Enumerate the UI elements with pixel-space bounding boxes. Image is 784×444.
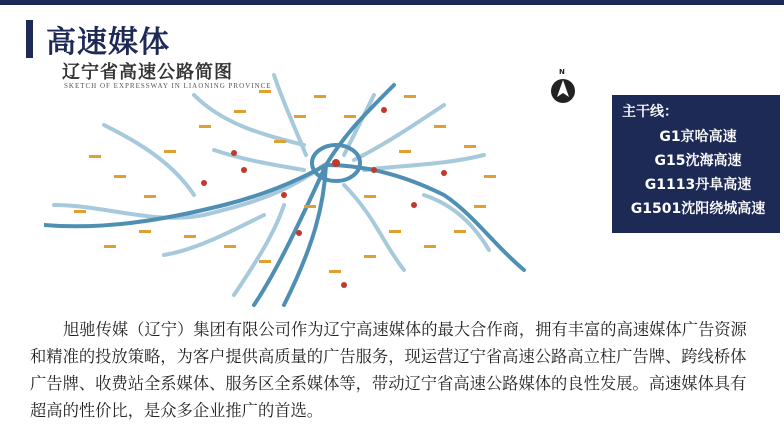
legend-item: G15沈海高速 <box>654 153 742 169</box>
legend-item: G1501沈阳绕城高速 <box>630 201 766 217</box>
page-title: 高速媒体 <box>46 25 170 60</box>
description-paragraph: 旭驰传媒（辽宁）集团有限公司作为辽宁高速媒体的最大合作商，拥有丰富的高速媒体广告资源和精准的投放策略，为客户提供高质量的广告服务，现运营辽宁省高速公路高立柱广告牌、跨线桥体广告牌、收费站全系媒体、服务区全系媒体等，带动辽宁省高速公路媒体的良性发展。高速媒体具有超高的性价比，是众多企业推广的首选。 <box>30 320 747 420</box>
legend-item: G1京哈高速 <box>659 129 737 145</box>
legend-item: G1113丹阜高速 <box>644 177 752 193</box>
legend-box <box>612 95 780 233</box>
exit-labels <box>74 90 496 273</box>
legend-heading: 主干线： <box>622 104 678 120</box>
expressway-map <box>44 55 592 310</box>
map-title: 辽宁省高速公路简图 <box>62 62 233 83</box>
top-rule <box>0 0 784 5</box>
map-subtitle: SKETCH OF EXPRESSWAY IN LIAONING PROVINCE <box>64 82 272 90</box>
compass-label: N <box>559 68 565 76</box>
compass-icon <box>548 74 578 104</box>
title-accent-bar <box>26 20 33 58</box>
